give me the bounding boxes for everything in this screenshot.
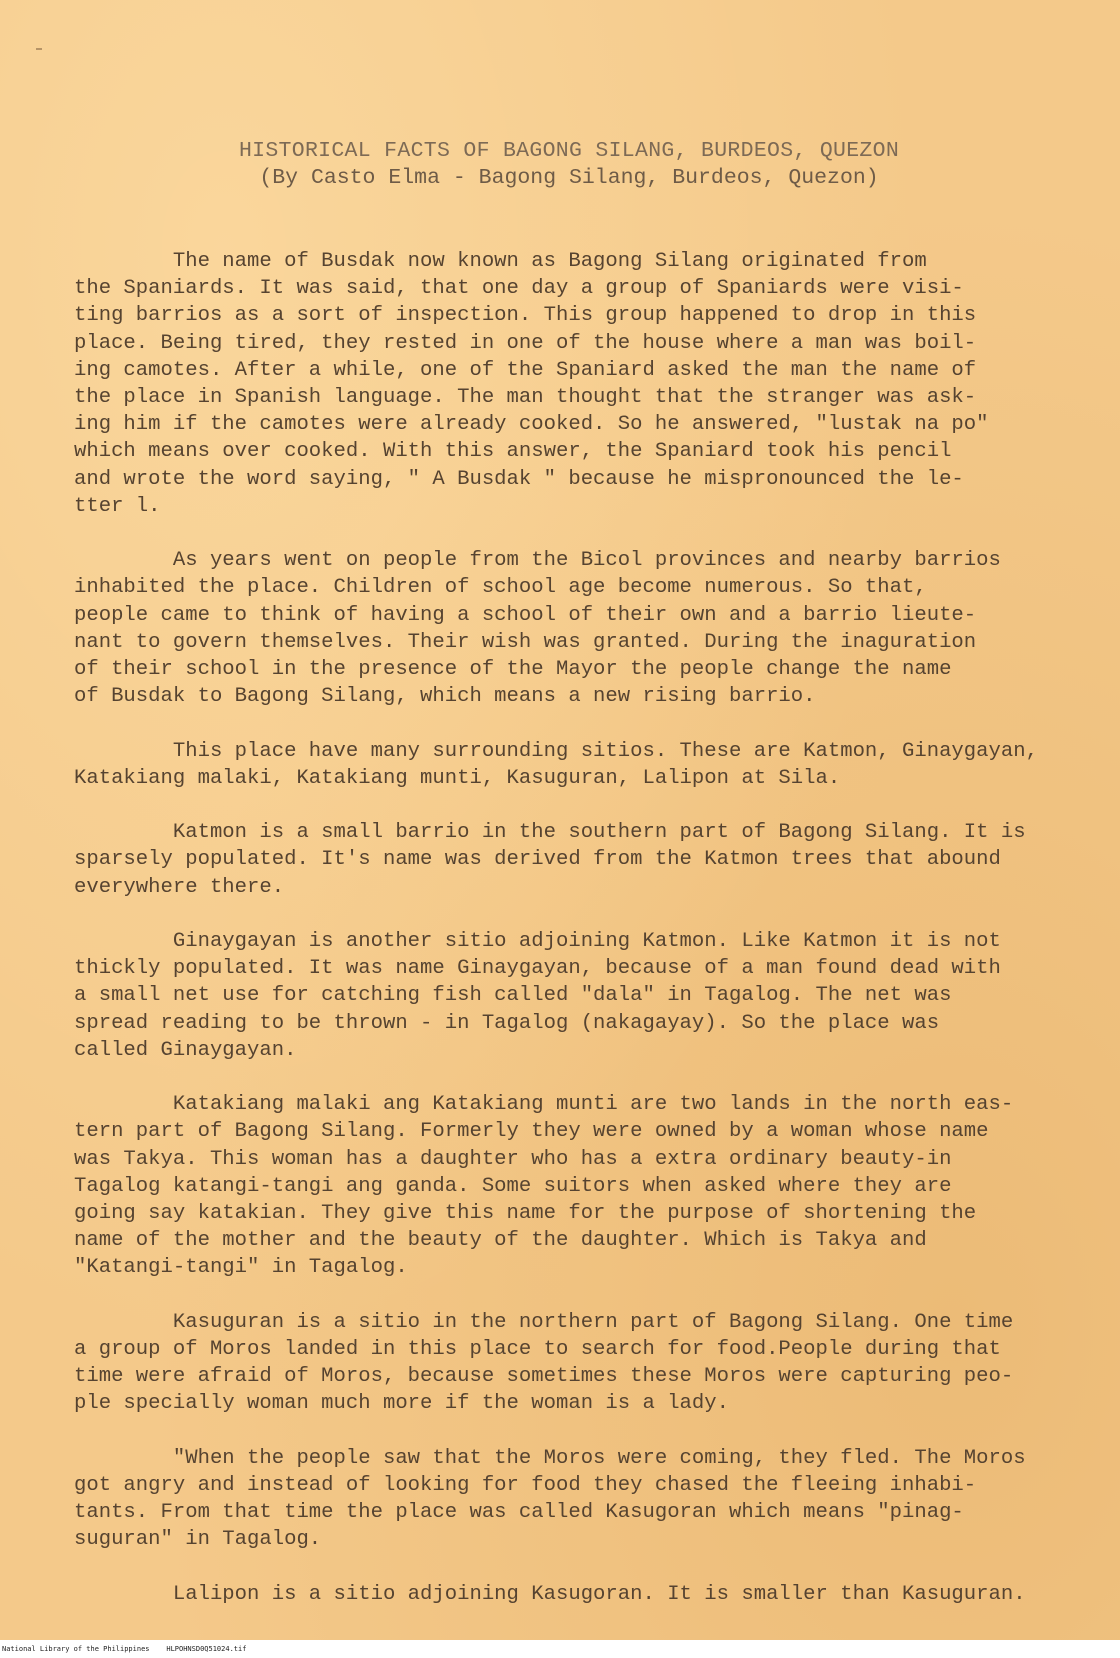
scan-footer: National Library of the Philippines HLPOHNSD0Q51024.tif (0, 1640, 1120, 1658)
document-header (0, 138, 1120, 192)
text-line: inhabited the place. Children of school age become numerous. So that, (74, 576, 927, 600)
text-line: everywhere there. (74, 875, 285, 899)
text-line: This place have many surrounding sitios. These are Katmon, Ginaygayan, (74, 739, 1038, 763)
text-line: of Busdak to Bagong Silang, which means a new rising barrio. (74, 685, 816, 709)
document-body (74, 248, 1074, 1635)
text-line: tern part of Bagong Silang. Formerly they were owned by a woman whose name (74, 1120, 989, 1144)
text-line: and wrote the word saying, " A Busdak " because he mispronounced the le- (74, 467, 964, 491)
text-line: suguran" in Tagalog. (74, 1528, 322, 1552)
text-line: Tagalog katangi-tangi ang ganda. Some suitors when asked where they are (74, 1174, 952, 1198)
text-line: of their school in the presence of the Mayor the people change the name (74, 658, 952, 682)
text-line: "Katangi-tangi" in Tagalog. (74, 1256, 408, 1280)
document-title: HISTORICAL FACTS OF BAGONG SILANG, BURDEOS, QUEZON (238, 139, 900, 163)
text-line: a small net use for catching fish called "dala" in Tagalog. The net was (74, 984, 952, 1008)
text-line: spread reading to be thrown - in Tagalog (nakagayay). So the place was (74, 1011, 940, 1035)
text-line: Katakiang malaki ang Katakiang munti are two lands in the north eas- (74, 1093, 1014, 1117)
text-line: Lalipon is a sitio adjoining Kasugoran. It is smaller than Kasuguran. (74, 1582, 1026, 1606)
text-line: time were afraid of Moros, because sometimes these Moros were capturing peo- (74, 1365, 1014, 1389)
text-line: tants. From that time the place was called Kasugoran which means "pinag- (74, 1501, 964, 1525)
text-line: ing camotes. After a while, one of the Spaniard asked the man the name of (74, 358, 977, 382)
text-line: going say katakian. They give this name for the purpose of shortening the (74, 1202, 977, 1226)
text-line: Katmon is a small barrio in the southern part of Bagong Silang. It is (74, 821, 1026, 845)
text-line: was Takya. This woman has a daughter who has a extra ordinary beauty-in (74, 1147, 952, 1171)
text-line: sparsely populated. It's name was derived from the Katmon trees that abound (74, 848, 1001, 872)
text-line: nant to govern themselves. Their wish was granted. During the inaguration (74, 630, 977, 654)
paragraph (74, 547, 1074, 710)
paragraph (74, 819, 1074, 901)
text-line: thickly populated. It was name Ginaygayan, because of a man found dead with (74, 957, 1001, 981)
text-line: As years went on people from the Bicol provinces and nearby barrios (74, 549, 1001, 573)
text-line: place. Being tired, they rested in one of the house where a man was boil- (74, 331, 977, 355)
text-line: Katakiang malaki, Katakiang munti, Kasuguran, Lalipon at Sila. (74, 766, 841, 790)
paragraph (74, 928, 1074, 1064)
text-line: ing him if the camotes were already cooked. So he answered, "lustak na po" (74, 413, 989, 437)
paragraph (74, 1309, 1074, 1418)
text-line: the Spaniards. It was said, that one day a group of Spaniards were visi- (74, 277, 964, 301)
paragraph (74, 248, 1074, 520)
ink-mark (36, 48, 42, 50)
text-line: "When the people saw that the Moros were coming, they fled. The Moros (74, 1446, 1026, 1470)
text-line: tter l. (74, 494, 161, 518)
text-line: got angry and instead of looking for food they chased the fleeing inhabi- (74, 1474, 977, 1498)
paragraph (74, 1581, 1074, 1608)
text-line: The name of Busdak now known as Bagong Silang originated from (74, 250, 927, 273)
text-line: ting barrios as a sort of inspection. This group happened to drop in this (74, 304, 977, 328)
paragraph (74, 1445, 1074, 1554)
text-line: which means over cooked. With this answer, the Spaniard took his pencil (74, 440, 952, 464)
paragraph (74, 738, 1074, 792)
text-line: the place in Spanish language. The man thought that the stranger was ask- (74, 386, 977, 410)
text-line: people came to think of having a school of their own and a barrio lieute- (74, 603, 977, 627)
text-line: ple specially woman much more if the woman is a lady. (74, 1392, 729, 1416)
text-line: Ginaygayan is another sitio adjoining Katmon. Like Katmon it is not (74, 930, 1001, 954)
text-line: name of the mother and the beauty of the daughter. Which is Takya and (74, 1229, 927, 1253)
paragraph (74, 1091, 1074, 1281)
text-line: Kasuguran is a sitio in the northern part of Bagong Silang. One time (74, 1310, 1014, 1334)
document-byline: (By Casto Elma - Bagong Silang, Burdeos, Quezon) (259, 166, 879, 190)
text-line: called Ginaygayan. (74, 1038, 297, 1062)
text-line: a group of Moros landed in this place to search for food.People during that (74, 1338, 1001, 1362)
